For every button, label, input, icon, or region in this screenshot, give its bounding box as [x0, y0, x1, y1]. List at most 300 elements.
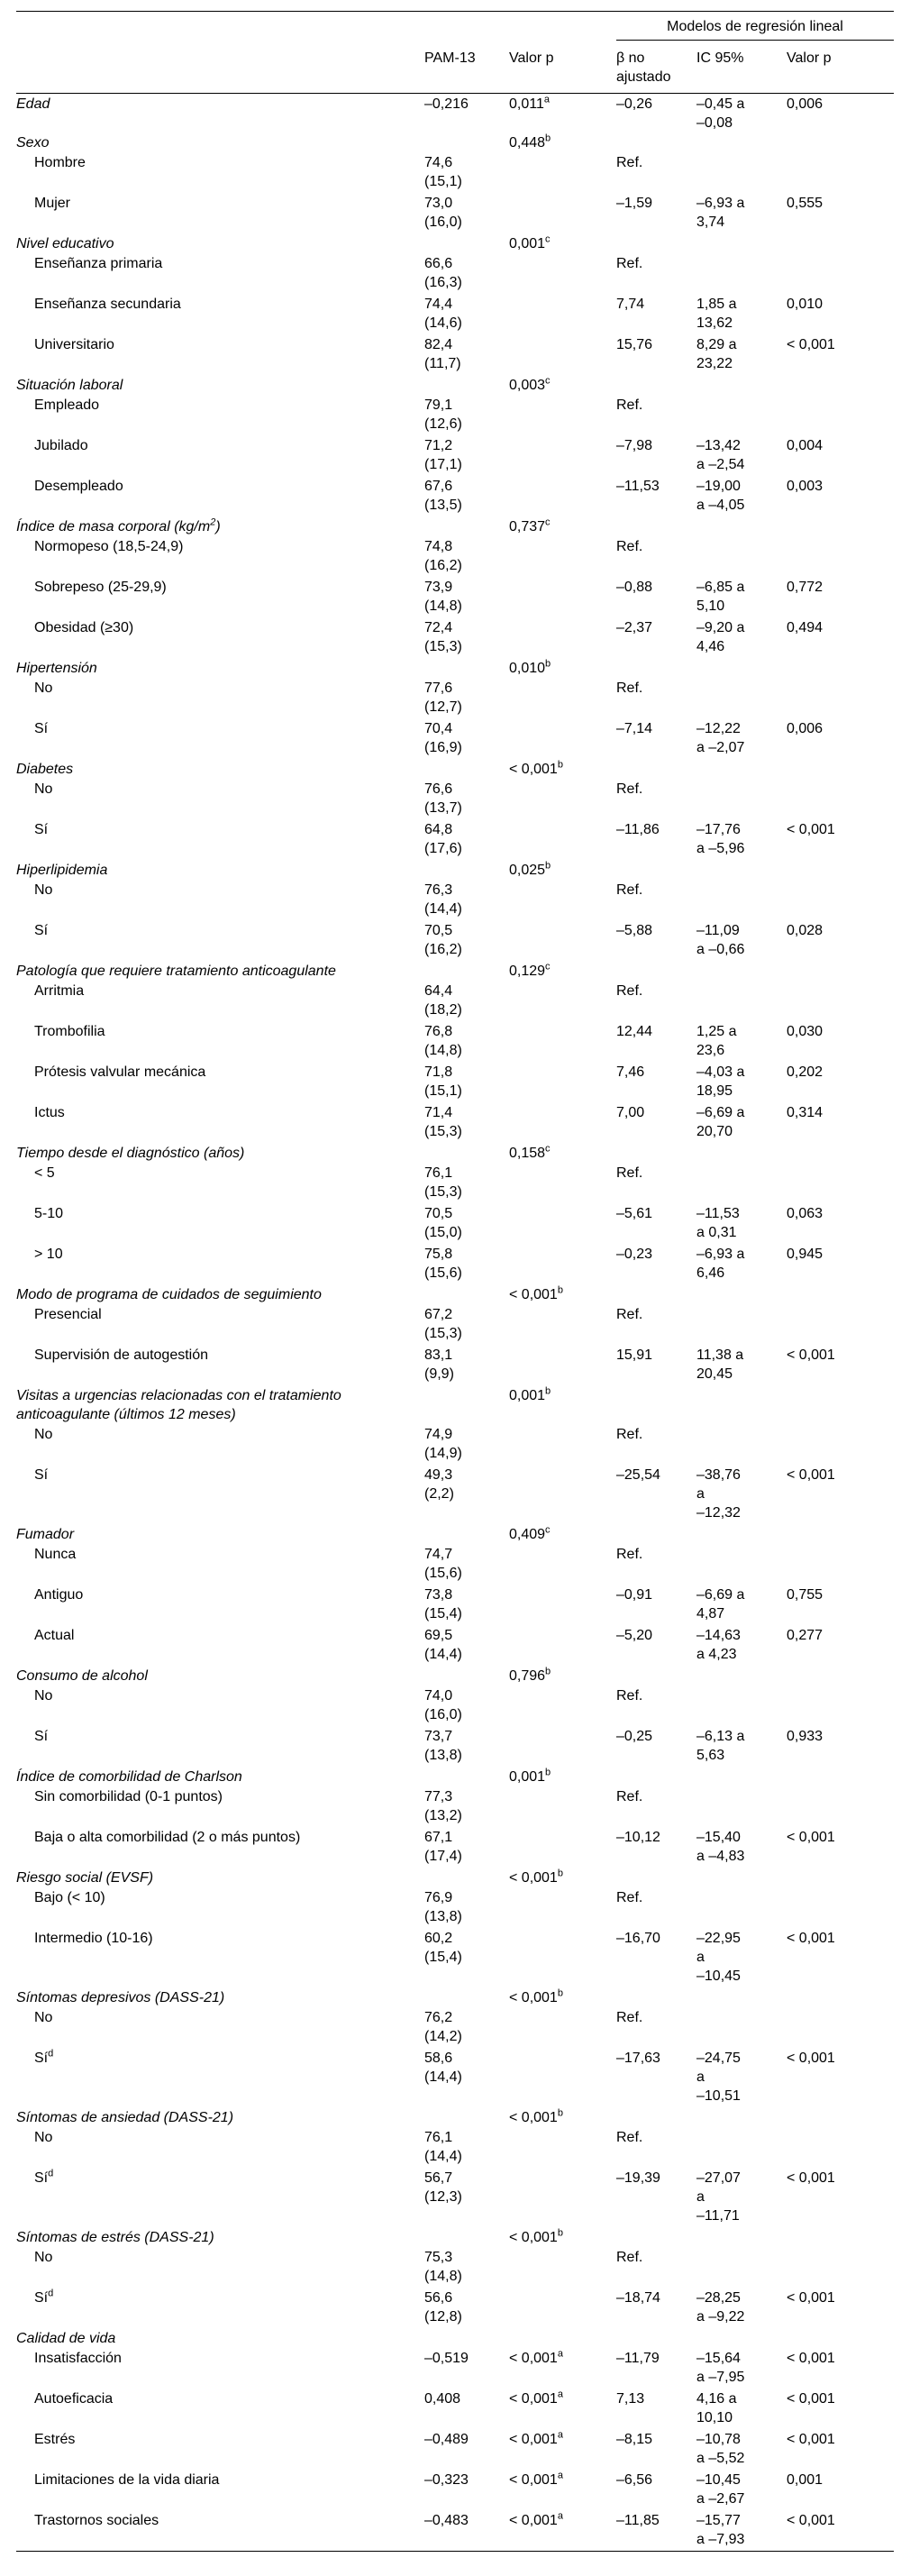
ci-value	[696, 2007, 787, 2048]
table-row	[16, 718, 894, 759]
ci-value	[696, 132, 787, 152]
p-value	[509, 1102, 616, 1143]
table-row	[16, 1887, 894, 1928]
beta-value: Ref.	[616, 681, 643, 696]
pam-value: 76,9 (13,8)	[424, 1890, 462, 1924]
variable-name: Intermedio (10-16)	[34, 1931, 153, 1946]
variable-name: Limitaciones de la vida diaria	[34, 2472, 220, 2488]
beta-value: –10,12	[616, 1830, 660, 1845]
beta-value: Ref.	[616, 781, 643, 797]
ci-value	[696, 2107, 787, 2127]
variable-name: Calidad de vida	[16, 2331, 116, 2346]
p-value	[509, 2288, 616, 2328]
p-value-footnote: b	[545, 1666, 551, 1677]
variable-name: Sí	[34, 923, 49, 938]
ci-value	[696, 152, 787, 193]
ci-value: –10,45 a –2,67	[696, 2472, 745, 2507]
regression-p-value	[787, 1544, 894, 1585]
pam-value: 76,6 (13,7)	[424, 781, 462, 816]
section-row	[16, 1284, 894, 1304]
variable-name: Hiperlipidemia	[16, 863, 108, 878]
ci-value	[696, 1304, 787, 1345]
beta-value: –19,39	[616, 2170, 660, 2186]
section-row	[16, 1987, 894, 2007]
variable-name: No	[34, 2130, 53, 2145]
regression-p-value: 0,314	[787, 1105, 824, 1120]
regression-p-value: 0,555	[787, 196, 824, 211]
p-value: 0,001$^b$	[509, 1385, 551, 1403]
pam-value: –0,323	[424, 2472, 469, 2488]
variable-name: Diabetes	[16, 762, 74, 777]
pam-value: 72,4 (15,3)	[424, 620, 462, 654]
ci-value	[696, 1685, 787, 1726]
p-value: 0,001$^c$	[509, 233, 551, 251]
p-value	[509, 1345, 616, 1385]
variable-name: No	[34, 2250, 53, 2265]
ci-value: 1,85 a 13,62	[696, 297, 737, 331]
table-body	[16, 94, 894, 2552]
p-value: 0,011$^a$	[509, 94, 550, 112]
variable-name: Arritmia	[34, 983, 85, 999]
ci-value: –15,40 a –4,83	[696, 1830, 745, 1864]
p-value-footnote: a	[557, 2389, 563, 2400]
variable-name: Sí	[34, 721, 49, 736]
pam-value	[424, 1868, 509, 1887]
regression-p-value	[787, 658, 894, 678]
regression-p-value	[787, 860, 894, 880]
pam-value: 74,6 (15,1)	[424, 155, 462, 189]
table-row	[16, 435, 894, 476]
regression-p-value	[787, 1685, 894, 1726]
variable-name: Edad	[16, 96, 50, 112]
pam-value: 71,2 (17,1)	[424, 438, 462, 472]
p-value-footnote: b	[545, 1385, 551, 1397]
ci-value: 1,25 a 23,6	[696, 1024, 737, 1058]
p-value	[509, 334, 616, 375]
table-row	[16, 920, 894, 961]
p-value	[509, 718, 616, 759]
pam-value: 79,1 (12,6)	[424, 397, 462, 432]
table-row	[16, 1726, 894, 1767]
ci-value: 4,16 a 10,10	[696, 2391, 737, 2425]
table-row	[16, 880, 894, 920]
regression-p-value: < 0,001	[787, 2290, 835, 2306]
beta-value: 7,00	[616, 1105, 645, 1120]
ci-value: –17,76 a –5,96	[696, 822, 745, 856]
beta-value: –17,63	[616, 2051, 660, 2066]
pam-value: 70,5 (15,0)	[424, 1206, 462, 1240]
p-value-footnote: a	[557, 2429, 563, 2441]
table-row	[16, 1544, 894, 1585]
variable-name: Sobrepeso (25-29,9)	[34, 580, 167, 595]
variable-name: Antiguo	[34, 1587, 84, 1603]
pam-value: 75,8 (15,6)	[424, 1247, 462, 1281]
regression-p-value	[787, 2227, 894, 2247]
ci-value: –6,69 a 20,70	[696, 1105, 745, 1139]
ci-value	[696, 860, 787, 880]
col-header-valor-p: Valor p	[509, 41, 616, 94]
section-row	[16, 233, 894, 253]
table-row	[16, 1304, 894, 1345]
beta-value: –6,56	[616, 2472, 653, 2488]
p-value: 0,158$^c$	[509, 1143, 551, 1161]
p-value	[509, 1928, 616, 1987]
table-row	[16, 536, 894, 577]
pam-value: 56,6 (12,8)	[424, 2290, 462, 2325]
p-value	[509, 2007, 616, 2048]
beta-value: Ref.	[616, 539, 643, 554]
beta-value: 15,76	[616, 337, 653, 352]
ci-value	[696, 981, 787, 1021]
p-value: 0,003$^c$	[509, 375, 551, 393]
variable-name: Estrés	[34, 2432, 76, 2447]
pam-value: –0,483	[424, 2513, 469, 2528]
p-value	[509, 678, 616, 718]
ci-value	[696, 779, 787, 819]
section-row	[16, 658, 894, 678]
p-value: < 0,001$^a$	[509, 2348, 563, 2366]
pam-value: 64,8 (17,6)	[424, 822, 462, 856]
section-row	[16, 860, 894, 880]
ci-value	[696, 961, 787, 981]
beta-value	[616, 658, 696, 678]
regression-p-value: 0,494	[787, 620, 824, 635]
variable-name: Actual	[34, 1628, 75, 1643]
pam-value: 77,3 (13,2)	[424, 1789, 462, 1823]
p-value-footnote: b	[557, 2107, 563, 2119]
table-row	[16, 819, 894, 860]
p-value	[509, 1062, 616, 1102]
regression-p-value	[787, 678, 894, 718]
ci-value: –38,76 a –12,32	[696, 1467, 741, 1521]
pam-value	[424, 1666, 509, 1685]
beta-value	[616, 759, 696, 779]
table-row	[16, 2470, 894, 2510]
col-header-pam: PAM-13	[424, 41, 509, 94]
regression-p-value: < 0,001	[787, 1931, 835, 1946]
beta-value	[616, 1666, 696, 1685]
pam-value: 76,1 (14,4)	[424, 2130, 462, 2164]
regression-p-value	[787, 516, 894, 536]
regression-p-value	[787, 1987, 894, 2007]
regression-p-value: 0,063	[787, 1206, 824, 1221]
ci-value	[696, 678, 787, 718]
beta-value	[616, 860, 696, 880]
col-header-valor-p-regression: Valor p	[787, 41, 894, 94]
p-value	[509, 193, 616, 233]
ci-value: –6,93 a 3,74	[696, 196, 745, 230]
pam-value: 67,2 (15,3)	[424, 1307, 462, 1341]
variable-name: Nunca	[34, 1547, 77, 1562]
beta-value: –25,54	[616, 1467, 660, 1483]
p-value	[509, 152, 616, 193]
table-row	[16, 2127, 894, 2168]
section-row	[16, 2227, 894, 2247]
table-row	[16, 294, 894, 334]
regression-p-value	[787, 1304, 894, 1345]
beta-value: –18,74	[616, 2290, 660, 2306]
p-value	[509, 1585, 616, 1625]
p-value	[509, 880, 616, 920]
p-value	[509, 920, 616, 961]
section-row	[16, 1524, 894, 1544]
variable-name: Índice de masa corporal $(kg/m^2)$	[16, 516, 221, 534]
pam-value: 67,1 (17,4)	[424, 1830, 462, 1864]
variable-name: Jubilado	[34, 438, 88, 453]
pam-value: 74,9 (14,9)	[424, 1427, 462, 1461]
table-row	[16, 1203, 894, 1244]
table-row	[16, 1244, 894, 1284]
variable-name: $Sí^d$	[34, 2168, 54, 2186]
table-row	[16, 1585, 894, 1625]
section-row	[16, 1385, 894, 1424]
p-value	[509, 2328, 616, 2348]
beta-value	[616, 1385, 696, 1424]
variable-name: Normopeso (18,5-24,9)	[34, 539, 184, 554]
beta-value	[616, 233, 696, 253]
table-row	[16, 2389, 894, 2429]
p-value: < 0,001$^b$	[509, 1868, 563, 1886]
col-header-ic: IC 95%	[696, 41, 787, 94]
pam-value: 71,4 (15,3)	[424, 1105, 462, 1139]
p-value: < 0,001$^b$	[509, 2227, 563, 2245]
pam-value	[424, 516, 509, 536]
regression-p-value	[787, 2328, 894, 2348]
ci-value	[696, 536, 787, 577]
beta-value: –11,85	[616, 2513, 660, 2528]
beta-value: Ref.	[616, 1890, 643, 1905]
regression-p-value	[787, 1385, 894, 1424]
p-value	[509, 1726, 616, 1767]
ci-value	[696, 395, 787, 435]
table-row	[16, 1465, 894, 1524]
ci-value	[696, 1887, 787, 1928]
pam-value: 58,6 (14,4)	[424, 2051, 462, 2085]
pam-value	[424, 375, 509, 395]
variable-name: No	[34, 1427, 53, 1442]
variable-name-footnote: 2	[210, 516, 216, 528]
pam-value: 74,7 (15,6)	[424, 1547, 462, 1581]
variable-name: Prótesis valvular mecánica	[34, 1064, 206, 1080]
ci-value: –14,63 a 4,23	[696, 1628, 741, 1662]
beta-value: Ref.	[616, 1165, 643, 1181]
p-value-footnote: c	[545, 961, 551, 973]
p-value-footnote: b	[557, 1987, 563, 1999]
pam-value	[424, 233, 509, 253]
table-row	[16, 1786, 894, 1827]
regression-p-value	[787, 779, 894, 819]
beta-value: Ref.	[616, 983, 643, 999]
beta-value	[616, 1987, 696, 2007]
ci-value	[696, 658, 787, 678]
p-value	[509, 819, 616, 860]
regression-p-value	[787, 2247, 894, 2288]
p-value	[509, 617, 616, 658]
ci-value	[696, 1868, 787, 1887]
regression-p-value: 0,755	[787, 1587, 824, 1603]
regression-p-value	[787, 1284, 894, 1304]
pam-value: 70,4 (16,9)	[424, 721, 462, 755]
p-value-footnote: a	[557, 2510, 563, 2522]
ci-value: –13,42 a –2,54	[696, 438, 745, 472]
table-row	[16, 334, 894, 375]
regression-p-value: 0,028	[787, 923, 824, 938]
variable-name: $Sí^d$	[34, 2048, 54, 2066]
beta-value: 12,44	[616, 1024, 653, 1039]
beta-value: Ref.	[616, 256, 643, 271]
regression-p-value: < 0,001	[787, 2432, 835, 2447]
table-row	[16, 1102, 894, 1143]
beta-value	[616, 1767, 696, 1786]
pam-value: 49,3 (2,2)	[424, 1467, 454, 1502]
ci-value	[696, 1524, 787, 1544]
variable-name: Enseñanza secundaria	[34, 297, 181, 312]
p-value-footnote: c	[545, 1143, 551, 1155]
beta-value: Ref.	[616, 2010, 643, 2025]
p-value	[509, 1021, 616, 1062]
regression-p-value: 0,945	[787, 1247, 824, 1262]
variable-name: > 10	[34, 1247, 63, 1262]
beta-value	[616, 516, 696, 536]
variable-name: Bajo (< 10)	[34, 1890, 105, 1905]
ci-value: –0,45 a –0,08	[696, 96, 745, 131]
p-value: < 0,001$^a$	[509, 2510, 563, 2528]
variable-name: Nivel educativo	[16, 236, 114, 251]
ci-value	[696, 375, 787, 395]
ci-value	[696, 2227, 787, 2247]
section-row	[16, 375, 894, 395]
beta-value: –11,86	[616, 822, 660, 837]
regression-p-value	[787, 395, 894, 435]
ci-value	[696, 1385, 787, 1424]
pam-value	[424, 1524, 509, 1544]
regression-p-value: 0,004	[787, 438, 824, 453]
beta-value: –2,37	[616, 620, 653, 635]
pam-value: –0,489	[424, 2432, 469, 2447]
regression-p-value: 0,030	[787, 1024, 824, 1039]
ci-value	[696, 1786, 787, 1827]
pam-value	[424, 2328, 509, 2348]
regression-p-value	[787, 2127, 894, 2168]
variable-name: Desempleado	[34, 479, 123, 494]
p-value: 0,001$^b$	[509, 1767, 551, 1785]
table-row	[16, 2048, 894, 2107]
beta-value: Ref.	[616, 155, 643, 170]
beta-value	[616, 375, 696, 395]
pam-value	[424, 1987, 509, 2007]
table-row	[16, 476, 894, 516]
beta-value: Ref.	[616, 1427, 643, 1442]
variable-name: Fumador	[16, 1527, 75, 1542]
beta-value: –0,91	[616, 1587, 653, 1603]
p-value: 0,796$^b$	[509, 1666, 551, 1684]
ci-value: –22,95 a –10,45	[696, 1931, 741, 1984]
pam-value: 74,8 (16,2)	[424, 539, 462, 573]
pam-value: 56,7 (12,3)	[424, 2170, 462, 2205]
p-value: < 0,001$^b$	[509, 1284, 563, 1302]
pam-value: 76,2 (14,2)	[424, 2010, 462, 2044]
p-value	[509, 577, 616, 617]
pam-value: 67,6 (13,5)	[424, 479, 462, 513]
ci-value: –28,25 a –9,22	[696, 2290, 745, 2325]
variable-name: Síntomas de estrés (DASS-21)	[16, 2230, 214, 2245]
pam-value	[424, 132, 509, 152]
regression-p-value: < 0,001	[787, 2391, 835, 2407]
regression-p-value: < 0,001	[787, 2051, 835, 2066]
regression-p-value	[787, 759, 894, 779]
ci-value: –19,00 a –4,05	[696, 479, 745, 513]
regression-p-value: < 0,001	[787, 2170, 835, 2186]
variable-name: Patología que requiere tratamiento anticoagulante	[16, 964, 336, 979]
p-value	[509, 536, 616, 577]
p-value-footnote: b	[545, 132, 551, 144]
regression-p-value: < 0,001	[787, 2513, 835, 2528]
p-value	[509, 253, 616, 294]
section-row	[16, 2328, 894, 2348]
table-row	[16, 152, 894, 193]
pam-value: 75,3 (14,8)	[424, 2250, 462, 2284]
ci-value	[696, 2247, 787, 2288]
variable-name: Riesgo social (EVSF)	[16, 1870, 154, 1886]
section-row	[16, 1666, 894, 1685]
regression-p-value	[787, 1767, 894, 1786]
ci-value: –24,75 a –10,51	[696, 2051, 741, 2104]
beta-value	[616, 961, 696, 981]
pam-value: 64,4 (18,2)	[424, 983, 462, 1018]
p-value: 0,025$^b$	[509, 860, 551, 878]
ci-value	[696, 233, 787, 253]
variable-name: No	[34, 681, 53, 696]
variable-name: Sí	[34, 822, 49, 837]
beta-value: 7,74	[616, 297, 645, 312]
beta-value: Ref.	[616, 1307, 643, 1322]
pam-value	[424, 658, 509, 678]
ci-value: –4,03 a 18,95	[696, 1064, 745, 1099]
pam-value	[424, 2227, 509, 2247]
pam-value: 76,8 (14,8)	[424, 1024, 462, 1058]
pam-value: 74,0 (16,0)	[424, 1688, 462, 1722]
p-value-footnote: b	[557, 1284, 563, 1296]
beta-value: 7,13	[616, 2391, 645, 2407]
pam-value	[424, 759, 509, 779]
p-value-footnote: c	[545, 516, 551, 528]
p-value: 0,409$^c$	[509, 1524, 551, 1542]
beta-value	[616, 1524, 696, 1544]
table-row	[16, 253, 894, 294]
beta-value: –7,98	[616, 438, 653, 453]
table-row	[16, 981, 894, 1021]
variable-name: Índice de comorbilidad de Charlson	[16, 1769, 242, 1785]
p-value: 0,129$^c$	[509, 961, 551, 979]
table-row	[16, 1625, 894, 1666]
regression-p-value: < 0,001	[787, 2351, 835, 2366]
ci-value	[696, 2127, 787, 2168]
p-value: 0,010$^b$	[509, 658, 551, 676]
variable-name: No	[34, 1688, 53, 1704]
beta-value: Ref.	[616, 1547, 643, 1562]
regression-p-value	[787, 1887, 894, 1928]
pam-value: 76,3 (14,4)	[424, 882, 462, 917]
p-value-footnote: b	[545, 1767, 551, 1778]
ci-value: 8,29 a 23,22	[696, 337, 737, 371]
variable-name: Supervisión de autogestión	[34, 1347, 209, 1363]
pam-value: 73,8 (15,4)	[424, 1587, 462, 1621]
ci-value: –6,69 a 4,87	[696, 1587, 745, 1621]
section-row	[16, 961, 894, 981]
ci-value: –27,07 a –11,71	[696, 2170, 741, 2224]
beta-value: –0,23	[616, 1247, 653, 1262]
p-value-footnote: b	[557, 1868, 563, 1879]
